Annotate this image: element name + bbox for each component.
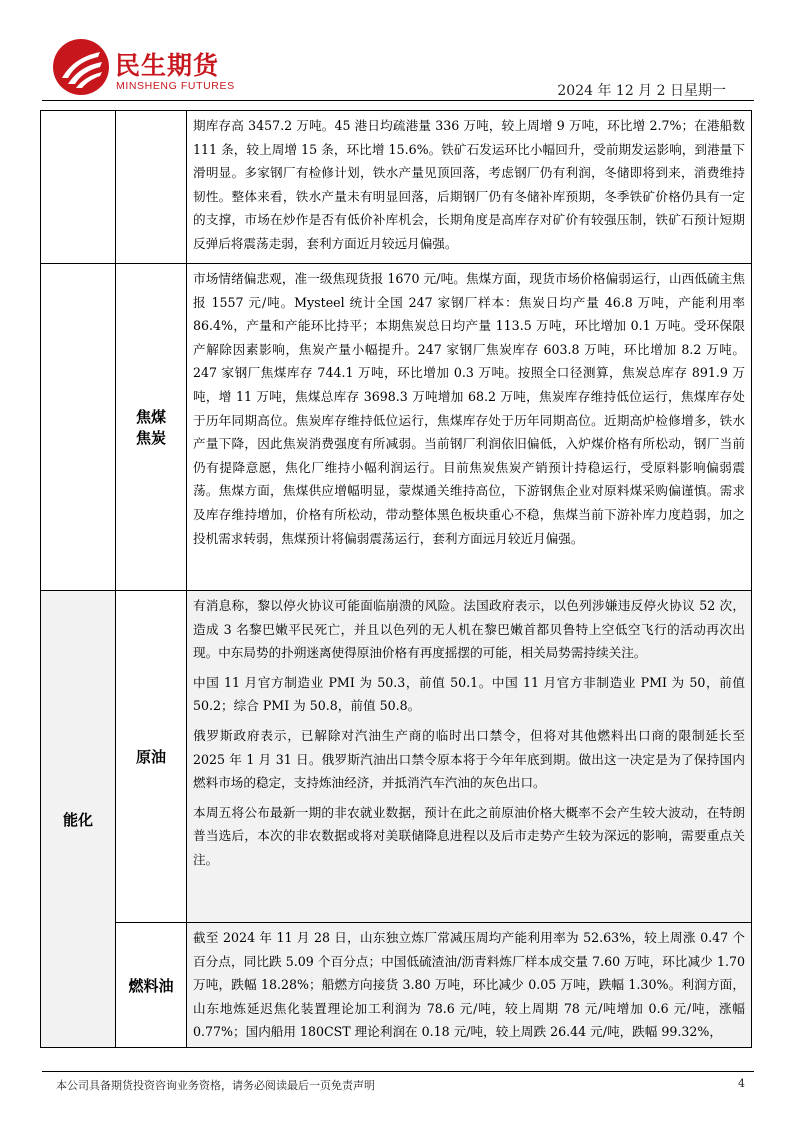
- crude-paragraph-4: 本周五将公布最新一期的非农就业数据，预计在此之前原油价格大概率不会产生较大波动，在特朗普当选后，本次的非农数据或将对美联储降息进程以及后市走势产生较为深远的影响，需要重点关注。: [193, 804, 745, 867]
- commodity-label-coke: [115, 263, 187, 591]
- commodity-label-crude: [115, 590, 187, 923]
- footer-divider: [42, 1071, 754, 1072]
- fuel-oil-text: 截至 2024 年 11 月 28 日，山东独立炼厂常减压周均产能利用率为 52.63%，较上周涨 0.47 个百分点，同比跌 5.09 个百分点；中国低硫渣油/沥青料炼厂样本成交量 7.60 万吨，环比减少 1.70 万吨，跌幅 18.28%；船燃方向接货 3.80 万吨，环比减少 0.05 万吨，跌幅 1.30%。利润方面，山东地炼延迟焦化装置理论加工利润为 78.6 元/吨，较上周期 78 元/吨增加 0.6 元/吨，涨幅 0.77%；国内船用 180CST 理论利润在 0.18 元/吨，较上周跌 26.44 元/吨，跌幅 99.32%，: [193, 930, 745, 1040]
- report-date: 2024 年 12 月 2 日星期一: [557, 83, 726, 99]
- coke-label-line1: 焦煤: [135, 408, 166, 426]
- energy-label: 能化: [62, 810, 93, 829]
- fuel-oil-label: 燃料油: [128, 976, 174, 995]
- minsheng-logo-icon: [52, 38, 110, 96]
- coke-text: 市场情绪偏悲观，准一级焦现货报 1670 元/吨。焦煤方面，现货市场价格偏弱运行，山西低硫主焦报 1557 元/吨。Mysteel 统计全国 247 家钢厂样本：焦炭日均产量 46.8 万吨，产能利用率 86.4%，产量和产能环比持平；本期焦炭总日均产量 113.5 万吨，环比增加 0.1 万吨。受环保限产解除因素影响，焦炭产量小幅提升。247 家钢厂焦炭库存 603.8 万吨，环比增加 8.2 万吨。247 家钢厂焦煤库存 744.1 万吨，环比增加 0.3 万吨。按照全口径测算，焦炭总库存 891.9 万吨，增 11 万吨，焦煤总库存 3698.3 万吨增加 68.2 万吨，焦炭库存维持低位运行，焦煤库存处于历年同期高位。焦炭库存维持低位运行，焦煤库存处于历年同期高位。近期高炉检修增多，铁水产量下降，因此焦炭消费强度有所减弱。当前钢厂利润依旧偏低，入炉煤价格有所松动，钢厂当前仍有提降意愿，焦化厂维持小幅利润运行。目前焦炭焦炭产销预计持稳运行，受原料影响偏弱震荡。焦煤方面，焦煤供应增幅明显，蒙煤通关维持高位，下游钢焦企业对原料煤采购偏谨慎。需求及库存维持增加，价格有所松动，带动整体黑色板块重心不稳，焦煤当前下游补库力度趋弱，加之投机需求转弱，焦煤预计将偏弱震荡运行，套利方面远月较近月偏强。: [193, 271, 745, 546]
- sector-label-energy: [40, 590, 116, 1048]
- brand-name-cn: 民生期货: [115, 51, 220, 80]
- crude-paragraph-3: 俄罗斯政府表示，已解除对汽油生产商的临时出口禁令，但将对其他燃料出口商的限制延长至 2025 年 1 月 31 日。俄罗斯汽油出口禁令原本将于今年年底到期。做出这一决定是为了保持国内燃料市场的稳定，支持炼油经济，并抵消汽车汽油的灰色出口。: [193, 727, 745, 791]
- crude-label: 原油: [135, 748, 166, 766]
- commodity-table: [40, 110, 752, 1048]
- crude-paragraph-2: 中国 11 月官方制造业 PMI 为 50.3，前值 50.1。中国 11 月官方非制造业 PMI 为 50，前值 50.2；综合 PMI 为 50.8，前值 50.8。: [193, 674, 745, 714]
- crude-analysis: [186, 590, 752, 923]
- page-header: [0, 0, 794, 106]
- fuel-oil-analysis: [186, 922, 752, 1048]
- coke-analysis: [186, 263, 752, 591]
- header-divider: [42, 100, 754, 101]
- iron-ore-analysis: [186, 110, 752, 264]
- sector-cell-blank: [40, 110, 116, 264]
- coke-label-line2: 焦炭: [135, 429, 166, 447]
- commodity-label-fuel-oil: [115, 922, 187, 1048]
- brand-name-en: MINSHENG FUTURES: [116, 80, 235, 92]
- sector-cell-blank-2: [40, 263, 116, 591]
- crude-paragraph-1: 有消息称，黎以停火协议可能面临崩溃的风险。法国政府表示，以色列涉嫌违反停火协议 52 次，造成 3 名黎巴嫩平民死亡，并且以色列的无人机在黎巴嫩首都贝鲁特上空低空飞行的活动再次出现。中东局势的扑朔迷离使得原油价格有再度摇摆的可能，相关局势需持续关注。: [193, 598, 745, 661]
- footer-disclaimer: 本公司具备期货投资咨询业务资格，请务必阅读最后一页免责声明: [56, 1079, 375, 1092]
- commodity-cell-blank: [115, 110, 187, 264]
- page-number: 4: [738, 1077, 745, 1090]
- iron-ore-text: 期库存高 3457.2 万吨。45 港日均疏港量 336 万吨，较上周增 9 万吨，环比增 2.7%；在港船数 111 条，较上周增 15 条，环比增 15.6%。铁矿石发运环比小幅回升，受前期发运影响，到港量下滑明显。多家钢厂有检修计划，铁水产量见顶回落，考虑钢厂仍有利润，冬储即将到来，消费维持韧性。整体来看，铁水产量未有明显回落，后期钢厂仍有冬储补库预期，冬季铁矿价格仍具有一定的支撑，市场在炒作是否有低价补库机会，长期角度是高库存对矿价有较强压制，铁矿石预计短期反弹后将震荡走弱，套利方面近月较远月偏强。: [193, 118, 745, 251]
